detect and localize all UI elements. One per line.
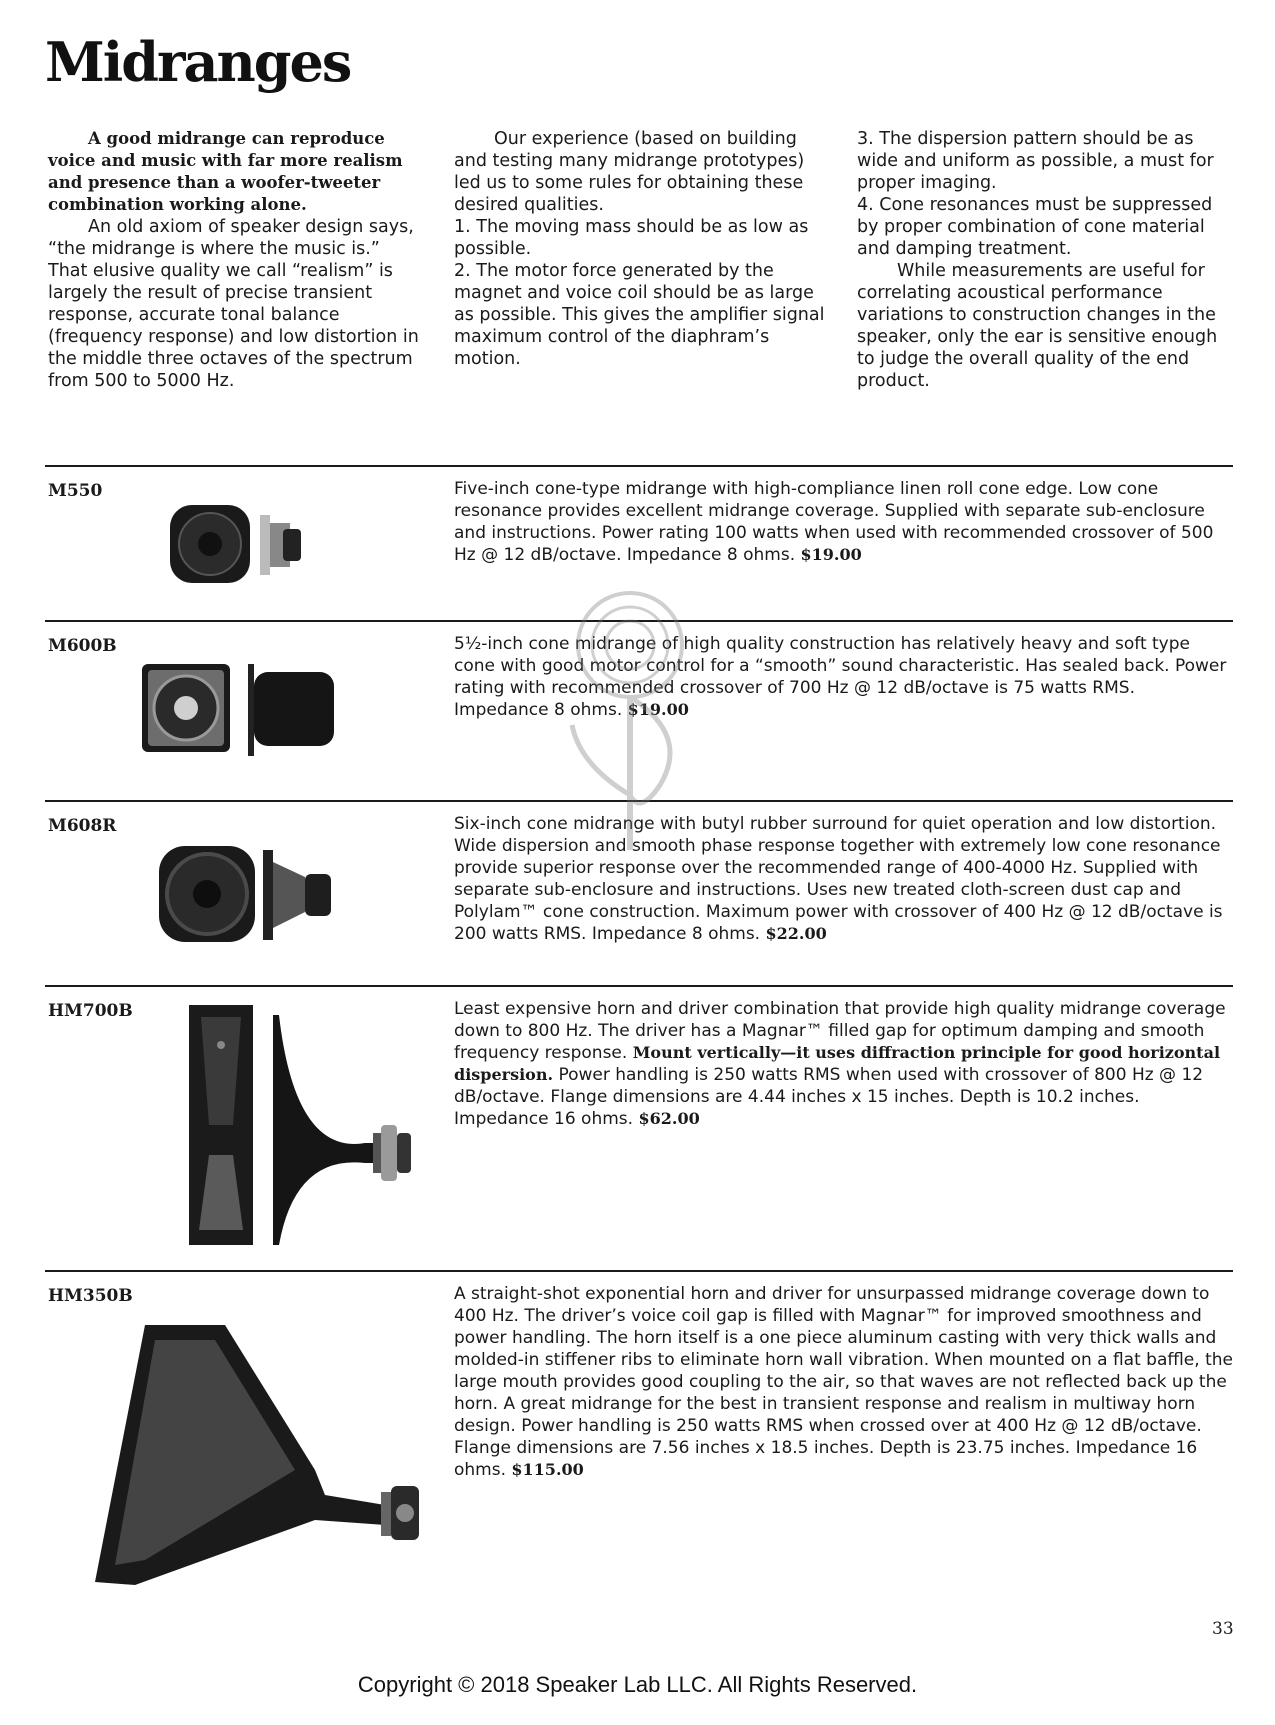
intro-column-1 bbox=[48, 128, 420, 392]
price: $22.00 bbox=[765, 924, 827, 943]
product-description bbox=[454, 998, 1234, 1130]
product-description bbox=[454, 478, 1234, 566]
description-text: Six-inch cone midrange with butyl rubber surround for quiet operation and low distortion. Wide dispersion and smooth phase response together with extremely low cone resonance provide superior response over the recommended range of 400-4000 Hz. Supplied with separate sub-enclosure and instructions. Uses new treated cloth-screen dust cap and Polylam™ cone construction. Maximum power with crossover of 400 Hz @ 12 dB/octave is 200 watts RMS. Impedance 8 ohms. bbox=[454, 814, 1223, 944]
model-name: M550 bbox=[48, 481, 103, 501]
intro-rule-3: 3. The dispersion pattern should be as wide and uniform as possible, a must for proper imaging. bbox=[857, 129, 1214, 193]
watermark-logo bbox=[560, 585, 700, 855]
intro-rule-2: 2. The motor force generated by the magnet and voice coil should be as large as possible. This gives the amplifier signal maximum control of the diaphram’s motion. bbox=[454, 261, 825, 369]
model-name: M608R bbox=[48, 816, 117, 836]
section-divider bbox=[45, 1270, 1233, 1272]
hm350b-horn-image bbox=[85, 1320, 455, 1595]
intro-lead: A good midrange can reproduce voice and music with far more realism and presence than a woofer-tweeter combination working alone. bbox=[48, 129, 403, 214]
product-description bbox=[454, 1283, 1234, 1481]
price: $62.00 bbox=[638, 1109, 700, 1128]
price: $19.00 bbox=[627, 700, 689, 719]
copyright-notice: Copyright © 2018 Speaker Lab LLC. All Rights Reserved. bbox=[357, 1672, 918, 1697]
description-text-continued: Power handling is 250 watts RMS when used with crossover of 800 Hz @ 12 dB/octave. Flange dimensions are 4.44 inches x 15 inches. Depth is 10.2 inches. Impedance 16 ohms. bbox=[454, 1065, 1204, 1129]
price: $115.00 bbox=[511, 1460, 584, 1479]
m600b-speaker-image bbox=[140, 660, 390, 760]
product-hm700b bbox=[45, 985, 1233, 1265]
m608r-speaker-image bbox=[155, 842, 375, 947]
page-number: 33 bbox=[1212, 1619, 1234, 1639]
intro-rule-1: 1. The moving mass should be as low as possible. bbox=[454, 217, 809, 259]
description-text: A straight-shot exponential horn and driver for unsurpassed midrange coverage down to 400 Hz. The driver’s voice coil gap is filled with Magnar™ for improved smoothness and power handling. The horn itself is a one piece aluminum casting with very thick walls and molded-in stiffener ribs to eliminate horn wall vibration. When mounted on a flat baffle, the large mouth provides good coupling to the air, so that waves are not reflected back up the horn. A great midrange for the best in transient response and realism in multiway horn design. Power handling is 250 watts RMS when crossed over at 400 Hz @ 12 dB/octave. Flange dimensions are 7.56 inches x 18.5 inches. Depth is 23.75 inches. Impedance 16 ohms. bbox=[454, 1284, 1233, 1480]
hm700b-horn-image bbox=[145, 1005, 445, 1255]
model-name: HM700B bbox=[48, 1001, 133, 1021]
description-text: Least expensive horn and driver combination that provide high quality midrange coverage down to 800 Hz. The driver has a Magnar™ filled gap for optimum damping and smooth frequency response. bbox=[454, 999, 1226, 1063]
intro-paragraph-3: While measurements are useful for correlating acoustical performance variations to construction changes in the speaker, only the ear is sensitive enough to judge the overall quality of the end product. bbox=[857, 261, 1218, 391]
model-name: M600B bbox=[48, 636, 117, 656]
intro-column-2 bbox=[454, 128, 826, 370]
model-name: HM350B bbox=[48, 1286, 133, 1306]
m550-speaker-image bbox=[165, 495, 365, 595]
intro-column-3 bbox=[857, 128, 1232, 392]
section-divider bbox=[45, 465, 1233, 467]
page-title: Midranges bbox=[45, 30, 351, 94]
intro-paragraph-2: Our experience (based on building and testing many midrange prototypes) led us to some rules for obtaining these desired qualities. bbox=[454, 129, 805, 215]
intro-rule-4: 4. Cone resonances must be suppressed by proper combination of cone material and damping treatment. bbox=[857, 195, 1213, 259]
description-text: 5½-inch cone midrange of high quality construction has relatively heavy and soft type cone with good motor control for a “smooth” sound characteristic. Has sealed back. Power rating with recommended crossover of 700 Hz @ 12 dB/octave is 75 watts RMS. Impedance 8 ohms. bbox=[454, 634, 1227, 720]
price: $19.00 bbox=[800, 545, 862, 564]
intro-paragraph-1: An old axiom of speaker design says, “the midrange is where the music is.” That elusive quality we call “realism” is largely the result of precise transient response, accurate tonal balance (frequency response) and low distortion in the middle three octaves of the spectrum from 500 to 5000 Hz. bbox=[48, 217, 419, 391]
description-text: Five-inch cone-type midrange with high-compliance linen roll cone edge. Low cone resonance provides excellent midrange coverage. Supplied with separate sub-enclosure and instructions. Power rating 100 watts when used with recommended crossover of 500 Hz @ 12 dB/octave. Impedance 8 ohms. bbox=[454, 479, 1214, 565]
product-hm350b bbox=[45, 1270, 1233, 1600]
section-divider bbox=[45, 985, 1233, 987]
mounting-note: Mount vertically—it uses diffraction principle for good horizontal dispersion. bbox=[454, 1043, 1221, 1084]
